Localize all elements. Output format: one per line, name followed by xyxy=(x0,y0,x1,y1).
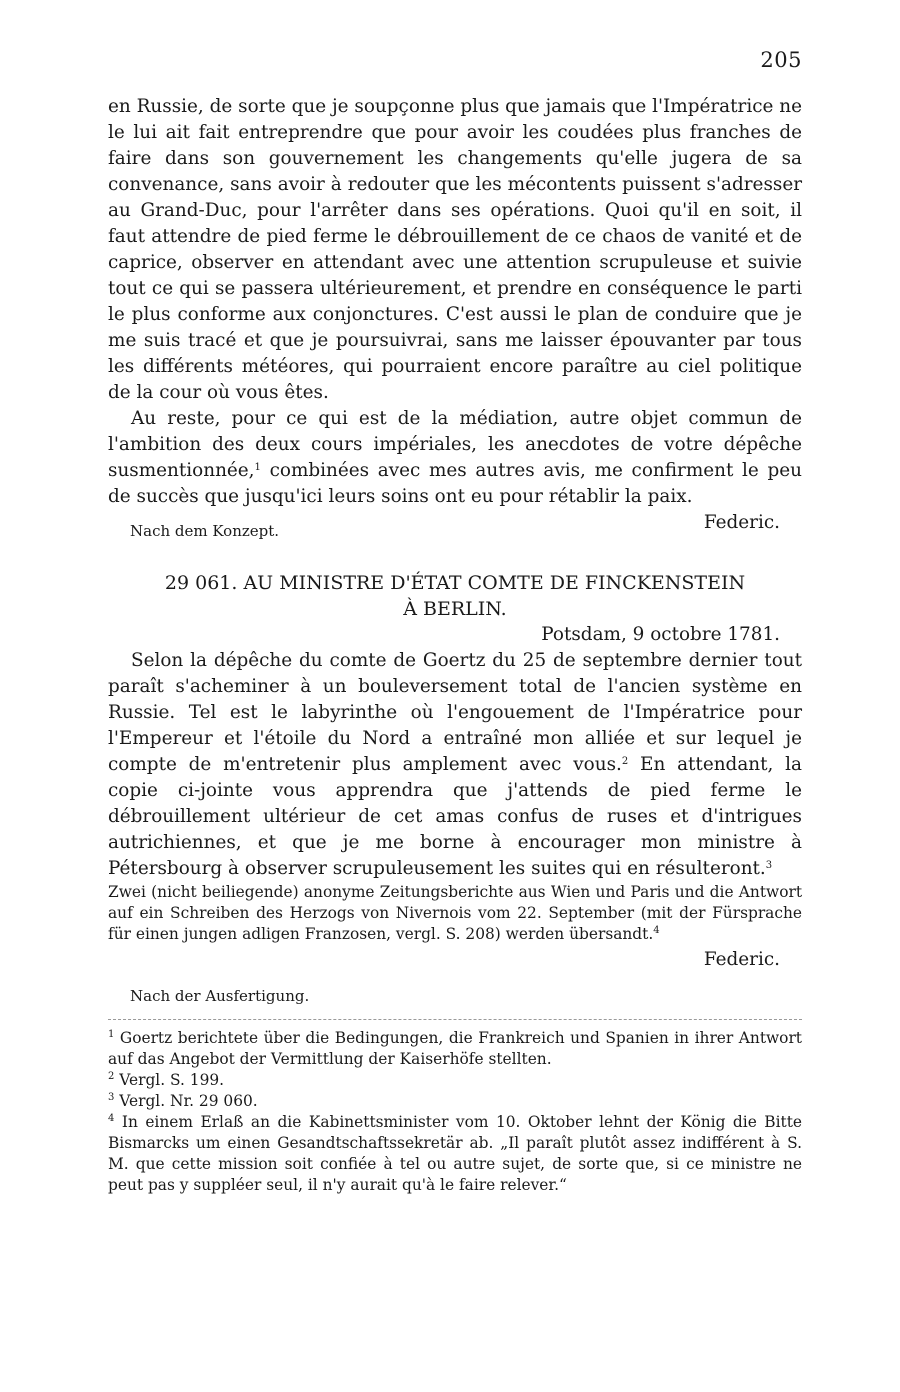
letter-body xyxy=(108,648,802,882)
footnote-text: Vergl. S. 199. xyxy=(119,1071,225,1089)
heading-line: À BERLIN. xyxy=(403,598,507,620)
footnote xyxy=(108,1091,802,1112)
dateline: Potsdam, 9 octobre 1781. xyxy=(541,624,780,645)
footnote-text: Vergl. Nr. 29 060. xyxy=(119,1092,258,1110)
footnote-mark: 2 xyxy=(108,1071,115,1082)
paragraph-continuation: en Russie, de sorte que je soupçonne plus que jamais que l'Impératrice ne le lui ait fait entreprendre que pour avoir les coudées plus franches de faire dans son gouvernement les changements qu'elle jugera de sa convenance, sans avoir à redouter que les mécontents puissent s'adresser au Grand-Duc, pour l'arrêter dans ses opérations. Quoi qu'il en soit, il faut attendre de pied ferme le débrouillement de ce chaos de vanité et de caprice, observer en attendant avec une attention scrupuleuse et suivie tout ce qui se passera ultérieurement, et prendre en conséquence le parti le plus conforme aux conjonctures. C'est aussi le plan de conduire que je me suis tracé et que je poursuivrai, sans me laisser épouvanter par tous les différents météores, qui pourraient encore paraître au ciel politique de la cour où vous êtes. xyxy=(108,96,802,403)
source-note: Nach dem Konzept. xyxy=(130,522,280,540)
editorial-note xyxy=(108,882,802,945)
footnote-mark: 4 xyxy=(108,1113,115,1124)
page-number: 205 xyxy=(760,48,802,72)
paragraph-text: En attendant, la copie ci-jointe vous apprendra que j'attends de pied ferme le débrouillement ultérieur de cet amas confus de ruses et d'intrigues autrichiennes, et que je me borne à encourager mon ministre à Pétersbourg à observer scrupuleusement les suites qui en résulteront. xyxy=(108,754,802,879)
footnote xyxy=(108,1028,802,1070)
main-text xyxy=(108,94,802,1196)
footnote-ref-1: 1 xyxy=(254,462,261,473)
note-text: Zwei (nicht beiliegende) anonyme Zeitungsberichte aus Wien und Paris und die Antwort auf ein Schreiben des Herzogs von Nivernois vom 22. September (mit der Fürsprache für einen jungen adligen Franzosen, vergl. S. 208) werden übersandt. xyxy=(108,883,802,943)
footnotes xyxy=(108,1028,802,1196)
footnote-ref-2: 2 xyxy=(621,756,629,767)
footnote-ref-3: 3 xyxy=(765,860,773,871)
footnote xyxy=(108,1070,802,1091)
letter-closing xyxy=(108,945,802,979)
source-note: Nach der Ausfertigung. xyxy=(130,987,310,1005)
footnote-text: Goertz berichtete über die Bedingungen, die Frankreich und Spanien in ihrer Antwort auf das Angebot der Vermittlung der Kaiserhöfe stellten. xyxy=(108,1029,802,1068)
signature: Federic. xyxy=(703,949,780,970)
footnote-mark: 1 xyxy=(108,1029,115,1040)
letter-heading xyxy=(108,570,802,622)
paragraph-mediation xyxy=(108,406,802,510)
paragraph-text: Au reste, pour ce qui est de la médiation, autre objet commun de l'ambition des deux cours impériales, les anecdotes de votre dépêche susmentionnée, xyxy=(108,408,802,481)
footnote-divider xyxy=(108,1019,802,1020)
footnote-mark: 3 xyxy=(108,1092,115,1103)
footnote-ref-4: 4 xyxy=(653,925,660,936)
paragraph-text: combinées avec mes autres avis, me confirment le peu de succès que jusqu'ici leurs soins ont eu pour rétablir la paix. xyxy=(108,460,802,507)
closing-row xyxy=(108,510,802,540)
signature: Federic. xyxy=(703,512,780,533)
paragraph-text: Selon la dépêche du comte de Goertz du 25 de septembre dernier tout paraît s'acheminer à un bouleversement total de l'ancien système en Russie. Tel est le labyrinthe où l'engouement de l'Impératrice pour l'Empereur et l'étoile du Nord a entraîné mon alliée et sur lequel je compte de m'entretenir plus amplement avec vous. xyxy=(108,650,802,775)
footnote xyxy=(108,1112,802,1196)
heading-line: 29 061. AU MINISTRE D'ÉTAT COMTE DE FINCKENSTEIN xyxy=(164,572,746,594)
footnote-text: In einem Erlaß an die Kabinettsminister vom 10. Oktober lehnt der König die Bitte Bismarcks um einen Gesandtschaftssekretär ab. „Il paraît plutôt assez indifférent à S. M. que cette mission soit confiée à tel ou autre sujet, de sorte que, si ce ministre ne peut pas y suppléer seul, il n'y aurait qu'à le faire relever.“ xyxy=(108,1113,802,1194)
